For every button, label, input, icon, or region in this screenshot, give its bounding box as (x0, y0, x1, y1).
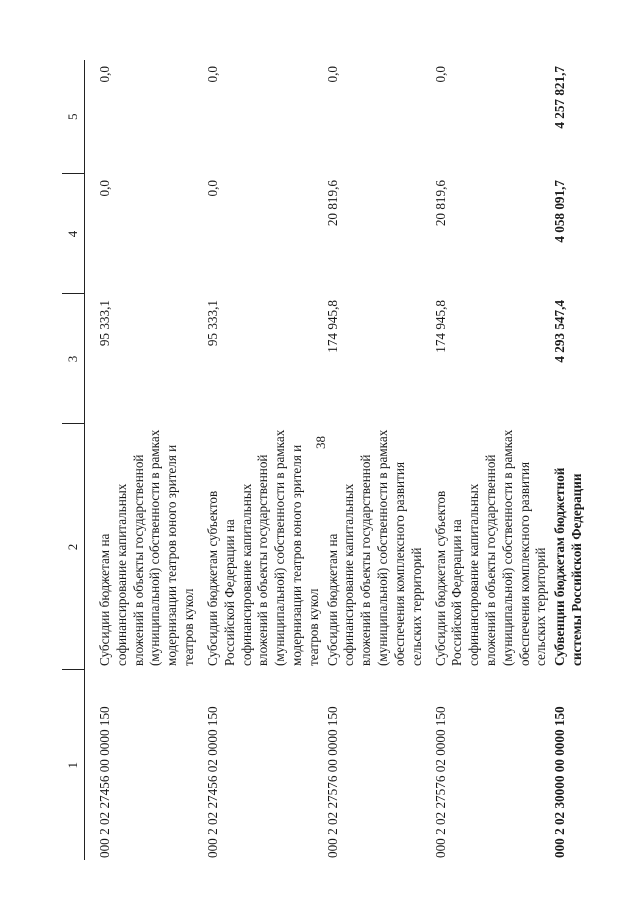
header-row (62, 60, 85, 860)
value-col5: 0,0 (324, 66, 340, 83)
page-number: 38 (313, 436, 328, 449)
budget-table (62, 60, 596, 860)
value-col3: 174 945,8 (432, 300, 448, 353)
budget-code: 000 2 02 27576 02 0000 150 (432, 706, 448, 858)
value-col5: 0,0 (97, 66, 112, 83)
value-col3: 95 333,1 (97, 300, 112, 347)
value-col4: 0,0 (97, 180, 112, 197)
table-row (323, 60, 431, 860)
budget-code: 000 2 02 30000 00 0000 150 (552, 706, 568, 858)
table-row (431, 60, 551, 860)
row-description: Субсидии бюджетам на софинансирование капитальных вложений в объекты государственной (муниципальной) собственности в рамках обеспечения комплексного развития сельских территорий (324, 429, 424, 666)
value-col4: 0,0 (205, 180, 220, 197)
total-row (550, 60, 596, 860)
value-col3: 4 293 547,4 (552, 300, 568, 363)
column-header-1: 1 (62, 670, 85, 860)
value-col4: 20 819,6 (324, 180, 340, 227)
value-col5: 0,0 (432, 66, 448, 83)
table-row (95, 60, 203, 860)
row-description: Субвенции бюджетам бюджетной системы Российской Федерации (552, 467, 584, 666)
budget-code: 000 2 02 27576 00 0000 150 (324, 706, 340, 858)
column-header-3: 3 (62, 294, 85, 424)
value-col4: 20 819,6 (432, 180, 448, 227)
value-col5: 0,0 (205, 66, 220, 83)
rotated-page-content (62, 60, 582, 860)
budget-code: 000 2 02 27456 00 0000 150 (97, 706, 112, 858)
value-col3: 174 945,8 (324, 300, 340, 353)
budget-code: 000 2 02 27456 02 0000 150 (205, 706, 220, 858)
value-col3: 95 333,1 (205, 300, 220, 347)
table-row (203, 60, 323, 860)
row-description: Субсидии бюджетам на софинансирование капитальных вложений в объекты государственной (муниципальной) собственности в рамках модернизации театров юного зрителя и театров кукол (97, 429, 196, 666)
column-header-2: 2 (62, 424, 85, 670)
row-description: Субсидии бюджетам субъектов Российской Федерации на софинансирование капитальных вложений в объекты государственной (муниципальной) собственности в рамках обеспечения комплексного развития сельских территорий (432, 429, 549, 666)
value-col5: 4 257 821,7 (552, 66, 568, 129)
row-description: Субсидии бюджетам субъектов Российской Федерации на софинансирование капитальных вложений в объекты государственной (муниципальной) собственности в рамках модернизации театров юного зрителя и театров кукол (205, 429, 321, 666)
column-header-4: 4 (62, 174, 85, 294)
value-col4: 4 058 091,7 (552, 180, 568, 243)
column-header-5: 5 (62, 60, 85, 174)
